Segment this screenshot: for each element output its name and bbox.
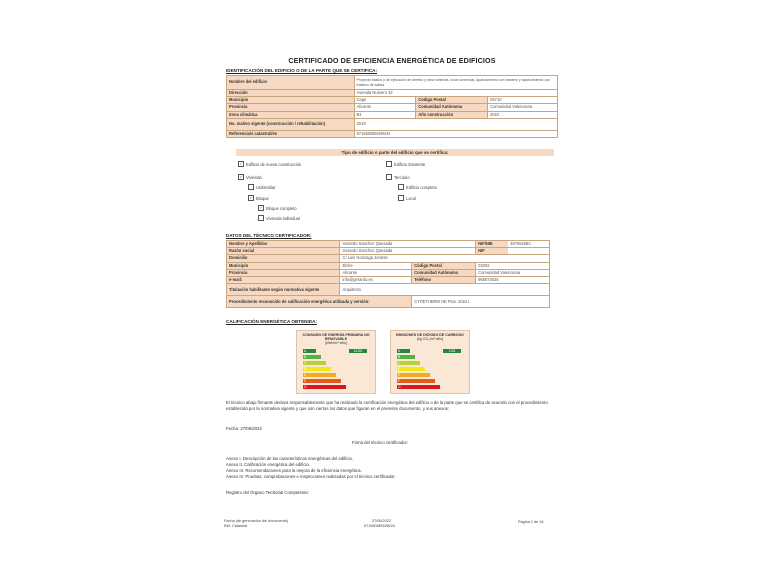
- page-number: Página 1 de 16: [518, 520, 544, 524]
- address-label: Dirección: [227, 90, 355, 97]
- footer-date-caption: Fecha (de generación del documento): [224, 519, 289, 523]
- cadastral-ref-value: 6715508EB4961N: [354, 130, 557, 137]
- building-type-heading: Tipo de edificio o parte del edificio que se certifica:: [236, 149, 554, 156]
- primary-energy-rating-arrow: 14.50: [349, 349, 367, 353]
- community-value: Comunidad Valenciana: [488, 104, 558, 111]
- co2-emissions-chart: [390, 330, 470, 394]
- rating-band-e: E: [303, 373, 336, 377]
- tech-community-label: Comunidad Autónoma: [412, 269, 476, 276]
- checkbox-icon: [398, 195, 404, 201]
- procedure-label: Procedimiento reconocido de calificación energética utilizada y versión:: [227, 296, 412, 308]
- domicile-value: C/ Luis Gonzaga Jorante: [340, 255, 550, 262]
- building-section-heading: IDENTIFICACIÓN DEL EDIFICIO O DE LA PARTE QUE SE CERTIFICA:: [226, 68, 378, 73]
- checkbox-icon: [386, 174, 392, 180]
- tech-province-label: Provincia: [227, 269, 340, 276]
- tech-municipality-label: Municipio: [227, 262, 340, 269]
- rating-band-g: G: [303, 385, 346, 389]
- co2-title: EMISIONES DE DIÓXIDO DE CARBONO: [396, 333, 464, 337]
- tech-municipality-value: Elche: [340, 262, 412, 269]
- terciario-option[interactable]: Terciario: [386, 174, 409, 180]
- co2-rating-arrow: 2.45: [443, 349, 461, 353]
- rating-band-c: C: [303, 361, 326, 365]
- climate-zone-label: Zona climática: [227, 111, 355, 118]
- phone-label: Teléfono: [412, 277, 476, 284]
- annex-2: Anexo II. Calificación energética del edificio.: [226, 462, 311, 467]
- company-value: Gerardo Sanchez Quesada: [340, 248, 476, 255]
- qualification-value: Arquitecto: [340, 284, 550, 296]
- rating-band-c: C: [397, 361, 420, 365]
- unifamiliar-option[interactable]: Unifamiliar: [248, 184, 275, 190]
- tech-name-label: Nombre y Apellidos: [227, 241, 340, 248]
- construction-year-label: Año construcción: [416, 111, 488, 118]
- edificio-completo-option[interactable]: Edificio completo: [398, 184, 437, 190]
- checked-checkbox-icon: ✓: [239, 161, 243, 166]
- tech-province-value: Alicante: [340, 269, 412, 276]
- tech-nif-label: NIF/NIE: [476, 241, 508, 247]
- building-type-box: [236, 149, 554, 229]
- building-name-value: Proyecto básico y de ejecución de derribo y obra vivienda, local comercial, aparcamiento con trastero y aparcamiento con trastero de salida: [354, 76, 557, 90]
- postal-code-label: Codigo Postal: [416, 97, 488, 104]
- municipality-value: Cege: [354, 97, 416, 104]
- certificate-page: [222, 48, 562, 538]
- checkbox-icon: [386, 161, 392, 167]
- checked-checkbox-icon: ✓: [259, 205, 263, 210]
- technician-table: [226, 240, 550, 308]
- construction-year-value: 2022: [488, 111, 558, 118]
- rating-section-heading: CALIFICACIÓN ENERGÉTICA OBTENIDA:: [226, 319, 317, 324]
- local-option[interactable]: Local: [398, 195, 416, 201]
- checkbox-icon: [258, 215, 264, 221]
- bloque-option[interactable]: ✓ Bloque: [249, 195, 269, 201]
- tech-postal-label: Código Postal: [412, 262, 476, 269]
- annex-3: Anexo III. Recomendaciones para la mejora de la eficiencia energética.: [226, 468, 362, 473]
- community-label: Comunidad Autónoma: [416, 104, 488, 111]
- tech-nif-value: 48755268C: [510, 241, 532, 246]
- qualification-label: Titulación habilitante según normativa vigente: [227, 284, 340, 296]
- new-building-option[interactable]: ✓ Edificio de nueva construcción: [239, 161, 302, 167]
- checked-checkbox-icon: ✓: [249, 195, 253, 200]
- primary-energy-unit: [kWh/m²·año]: [325, 341, 347, 346]
- procedure-value: CYPETHERM HE Plus. 2022.i: [412, 296, 550, 308]
- email-value: info@gerardo.es: [340, 277, 412, 284]
- municipality-label: Municipio: [227, 97, 355, 104]
- province-label: Provincia: [227, 104, 355, 111]
- postal-code-value: 03710: [488, 97, 558, 104]
- building-table: [226, 75, 558, 138]
- primary-energy-chart: [296, 330, 376, 394]
- document-title: CERTIFICADO DE EFICIENCIA ENERGÉTICA DE EDIFICIOS: [288, 56, 496, 65]
- checked-checkbox-icon: ✓: [239, 174, 243, 179]
- rating-band-f: F: [397, 379, 435, 383]
- rating-band-d: D: [303, 367, 331, 371]
- rating-band-e: E: [397, 373, 430, 377]
- signature-caption: Firma del técnico certificador:: [352, 440, 409, 445]
- registry-caption: Registro del Órgano Territorial Competente:: [226, 490, 310, 495]
- email-label: e-mail:: [227, 277, 340, 284]
- rating-band-g: G: [397, 385, 440, 389]
- co2-unit: [kg CO₂/m²·año]: [417, 337, 443, 342]
- cadastral-ref-label: Referencia/s catastral/es: [227, 130, 355, 137]
- climate-zone-value: B4: [354, 111, 416, 118]
- primary-energy-title: CONSUMO DE ENERGÍA PRIMARIA NO RENOVABLE: [302, 333, 370, 342]
- regulation-label: No. mativo vigente (construcción / rehabilitación): [227, 118, 355, 130]
- rating-band-a: A: [397, 349, 410, 353]
- bloque-completo-option[interactable]: ✓ Bloque completo: [259, 205, 297, 211]
- declaration-paragraph: El técnico abajo firmante declara responsablemente que ha realizado la certificación energética del edificio o de la parte que se certifica de acuerdo con el procedimiento establecido por la normativa vigente y que son ciertos los datos que figuran en el presente documento, y sus anexos:: [226, 400, 548, 411]
- rating-band-d: D: [397, 367, 425, 371]
- declaration-date: Fecha: 27/06/2022: [226, 426, 262, 431]
- company-nif-label: NIF: [476, 248, 508, 254]
- rating-band-f: F: [303, 379, 341, 383]
- company-label: Razón social: [227, 248, 340, 255]
- footer-ref-value: 6715508EB4961N: [364, 524, 396, 528]
- annex-4: Anexo IV. Pruebas, comprobaciones e inspecciones realizadas por el técnico certificador.: [226, 474, 396, 479]
- tech-name-value: Gerardo Sanchez Quesada: [340, 241, 476, 248]
- province-value: Alicante: [354, 104, 416, 111]
- annex-1: Anexo I. Descripción de las características energéticas del edificio.: [226, 456, 354, 461]
- domicile-label: Domicilio: [227, 255, 340, 262]
- rating-band-b: B: [397, 355, 415, 359]
- building-name-label: Nombre del edificio: [227, 76, 355, 90]
- checkbox-icon: [248, 184, 254, 190]
- vivienda-individual-option[interactable]: Vivienda individual: [258, 215, 300, 221]
- rating-band-b: B: [303, 355, 321, 359]
- existing-building-option[interactable]: Edificio Existente: [386, 161, 425, 167]
- vivienda-option[interactable]: ✓ Vivienda: [239, 174, 262, 180]
- address-value: Avenida Numero 32: [354, 90, 557, 97]
- checkbox-icon: [398, 184, 404, 190]
- rating-band-a: A: [303, 349, 316, 353]
- footer-ref-caption: Ref. Catastral: [224, 524, 248, 528]
- technician-section-heading: DATOS DEL TÉCNICO CERTIFICADOR:: [226, 233, 312, 238]
- regulation-value: 2019: [354, 118, 557, 130]
- phone-value: 965074025: [476, 277, 550, 284]
- footer-date-value: 27/06/2022: [372, 519, 392, 523]
- tech-community-value: Comunidad Valenciana: [476, 269, 550, 276]
- tech-postal-value: 03202: [476, 262, 550, 269]
